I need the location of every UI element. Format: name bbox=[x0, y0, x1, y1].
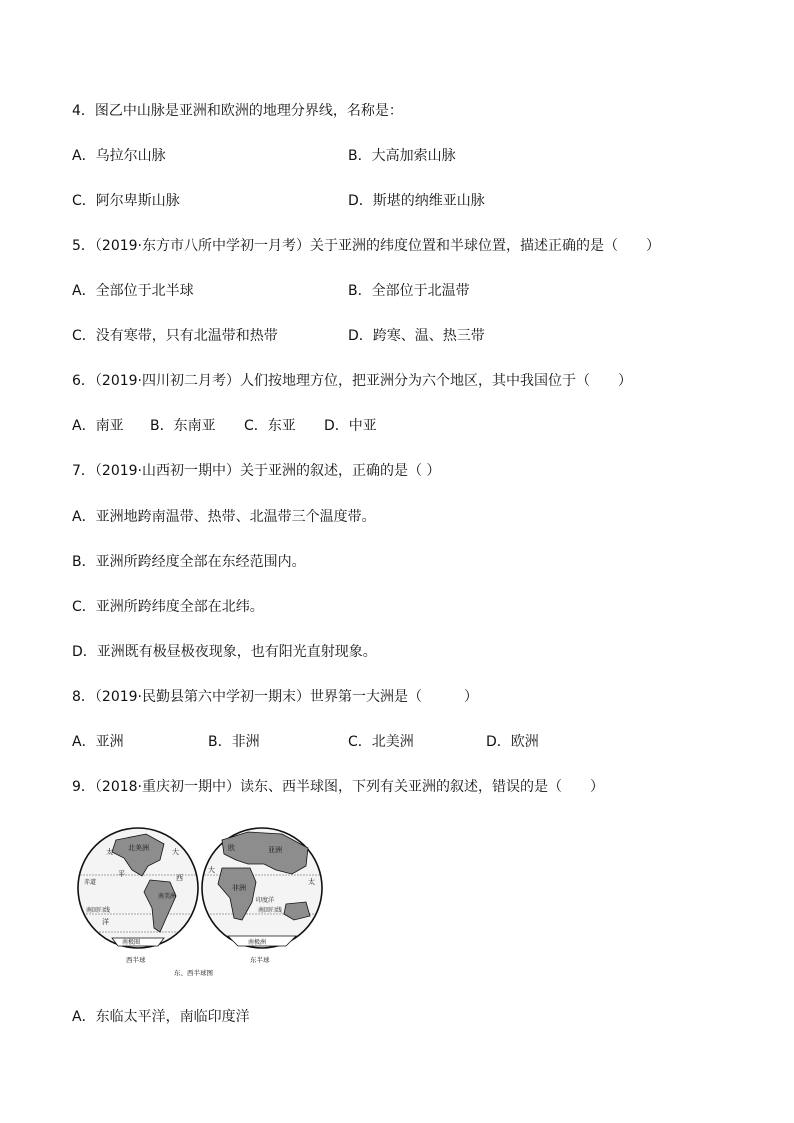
q6-option-a: A．南亚 bbox=[72, 418, 124, 434]
map-label-pacific-3: 洋 bbox=[102, 918, 109, 926]
q5-option-b: B．全部位于北温带 bbox=[348, 283, 470, 299]
q8-option-a: A．亚洲 bbox=[72, 734, 124, 750]
map-label-indian-ocean: 印度洋 bbox=[256, 897, 275, 904]
q8-stem: 8．（2019·民勤县第六中学初一期末）世界第一大洲是（ ） bbox=[72, 689, 478, 705]
q4-option-a: A．乌拉尔山脉 bbox=[72, 148, 166, 164]
map-caption: 东、西半球图 bbox=[174, 969, 213, 977]
map-label-tropic-east: 南回归线 bbox=[258, 907, 283, 914]
q6-option-b: B．东南亚 bbox=[150, 418, 216, 434]
q6-stem: 6．（2019·四川初二月考）人们按地理方位，把亚洲分为六个地区，其中我国位于（ ） bbox=[72, 373, 632, 389]
q4-option-d: D．斯堪的纳维亚山脉 bbox=[348, 193, 485, 209]
map-label-atlantic-2: 西 bbox=[176, 874, 183, 882]
q8-option-b: B．非洲 bbox=[208, 734, 260, 750]
q9-stem: 9．（2018·重庆初一期中）读东、西半球图，下列有关亚洲的叙述，错误的是（ ） bbox=[72, 779, 604, 795]
q7-option-b: B．亚洲所跨经度全部在东经范围内。 bbox=[72, 554, 306, 570]
map-label-atlantic-east: 大 bbox=[208, 866, 215, 874]
hemisphere-map bbox=[72, 820, 328, 980]
map-caption-west: 西半球 bbox=[126, 956, 146, 964]
q7-option-a: A．亚洲地跨南温带、热带、北温带三个温度带。 bbox=[72, 509, 376, 525]
map-label-pacific-1: 太 bbox=[106, 848, 113, 856]
map-label-asia: 亚洲 bbox=[268, 846, 282, 854]
map-label-south-america: 南美洲 bbox=[158, 893, 177, 900]
q5-option-d: D．跨寒、温、热三带 bbox=[348, 328, 485, 344]
q5-option-a: A．全部位于北半球 bbox=[72, 283, 194, 299]
map-label-africa: 非洲 bbox=[232, 884, 246, 892]
map-label-atlantic-1: 大 bbox=[172, 848, 179, 856]
map-label-equator: 赤道 bbox=[84, 879, 97, 886]
q4-option-b: B．大高加索山脉 bbox=[348, 148, 456, 164]
q5-option-c: C．没有寒带，只有北温带和热带 bbox=[72, 328, 278, 344]
map-label-antarctic-east: 南极洲 bbox=[248, 939, 267, 946]
q8-option-d: D．欧洲 bbox=[486, 734, 539, 750]
q7-option-d: D．亚洲既有极昼极夜现象，也有阳光直射现象。 bbox=[72, 644, 377, 660]
map-label-antarctic-west: 南极圈 bbox=[122, 939, 141, 946]
q5-stem: 5．（2019·东方市八所中学初一月考）关于亚洲的纬度位置和半球位置，描述正确的是（ ） bbox=[72, 238, 660, 254]
q7-stem: 7．（2019·山西初一期中）关于亚洲的叙述，正确的是（ ） bbox=[72, 463, 441, 479]
map-label-pacific-east: 太 bbox=[308, 878, 315, 886]
q4-stem: 4．图乙中山脉是亚洲和欧洲的地理分界线，名称是： bbox=[72, 103, 403, 119]
map-label-europe: 欧 bbox=[228, 844, 235, 852]
q6-option-c: C．东亚 bbox=[244, 418, 296, 434]
q8-option-c: C．北美洲 bbox=[348, 734, 414, 750]
western-hemisphere bbox=[78, 828, 198, 948]
map-label-north-america: 北美洲 bbox=[128, 844, 149, 852]
q7-option-c: C．亚洲所跨纬度全部在北纬。 bbox=[72, 599, 264, 615]
map-label-pacific-2: 平 bbox=[118, 870, 125, 878]
q6-option-d: D．中亚 bbox=[324, 418, 377, 434]
q9-option-a: A．东临太平洋，南临印度洋 bbox=[72, 1009, 250, 1025]
q4-option-c: C．阿尔卑斯山脉 bbox=[72, 193, 180, 209]
eastern-hemisphere bbox=[202, 828, 322, 948]
map-label-tropic-west: 南回归线 bbox=[86, 907, 111, 914]
map-caption-east: 东半球 bbox=[250, 956, 270, 964]
